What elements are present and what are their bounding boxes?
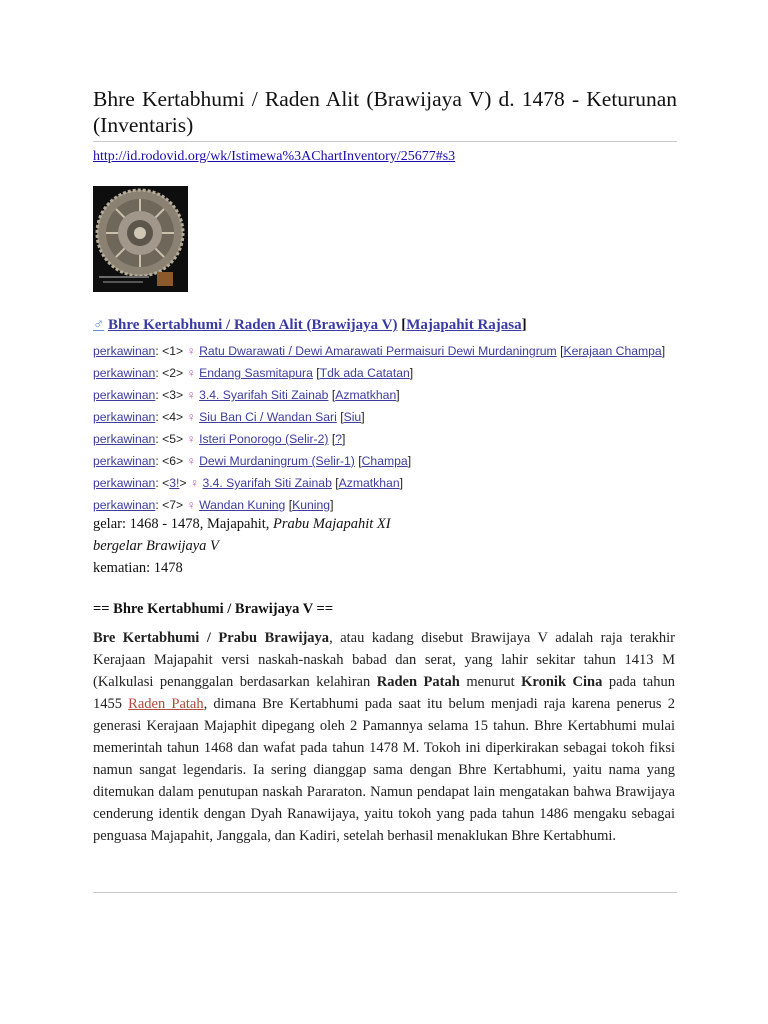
tag-link[interactable]: Kuning: [292, 498, 331, 512]
spouse-link[interactable]: Siu Ban Ci / Wandan Sari: [199, 410, 337, 424]
female-symbol-icon: ♀: [186, 388, 196, 402]
tag-link[interactable]: Champa: [361, 454, 408, 468]
section-heading: == Bhre Kertabhumi / Brawijaya V ==: [93, 601, 334, 617]
tag-link[interactable]: Azmatkhan: [335, 388, 397, 402]
list-item: perkawinan: <7> ♀ Wandan Kuning [Kuning]: [93, 498, 334, 512]
spouse-link[interactable]: Isteri Ponorogo (Selir-2): [199, 432, 329, 446]
title-fact: gelar: 1468 - 1478, Majapahit, Prabu Majapahit XI: [93, 516, 391, 532]
female-symbol-icon: ♀: [186, 454, 196, 468]
dynasty-link[interactable]: Majapahit Rajasa: [406, 317, 522, 333]
title-divider: [93, 141, 677, 142]
spouse-link[interactable]: Endang Sasmitapura: [199, 366, 313, 380]
biography-paragraph: Bre Kertabhumi / Prabu Brawijaya, atau kadang disebut Brawijaya V adalah raja terakhir Kerajaan Majapahit versi naskah-naskah babad dan serat, yang lahir sekitar tahun 1413 M (Kalkulasi penanggalan berdasarkan kelahiran Raden Patah menurut Kronik Cina pada tahun 1455 Raden Patah, dimana Bre Kertabhumi pada saat itu belum menjadi raja karena penerus 2 generasi Kerajaan Majaphit dipegang oleh 2 Pamannya selama 15 tahun. Bhre Kertabhumi mulai memerintah tahun 1468 dan wafat pada tahun 1478 M. Tokoh ini diperkirakan sebagai tokoh fiksi namun sangat legendaris. Ia sering dianggap sama dengan Bhre Kertabhumi, yaitu nama yang ditemukan dalam penutupan naskah Pararaton. Namun pendapat lain mengatakan bahwa Brawijaya cenderung identik dengan Dyah Ranawijaya, yaitu tokoh yang pada tahun 1486 mengaku sebagai penguasa Majapahit, Janggala, dan Kadiri, setelah berhasil menaklukan Bhre Kertabhumi.: [93, 630, 675, 844]
male-symbol-icon[interactable]: ♂: [93, 317, 105, 333]
list-item: perkawinan: <2> ♀ Endang Sasmitapura [Tdk ada Catatan]: [93, 366, 414, 380]
person-heading: ♂ Bhre Kertabhumi / Raden Alit (Brawijaya V) [Majapahit Rajasa]: [93, 317, 527, 333]
female-symbol-icon: ♀: [189, 476, 200, 490]
female-symbol-icon: ♀: [186, 366, 196, 380]
list-item: perkawinan: <3!> ♀ 3.4. Syarifah Siti Zainab [Azmatkhan]: [93, 476, 403, 490]
person-facts: [93, 513, 391, 579]
title-fact-continued: bergelar Brawijaya V: [93, 538, 219, 554]
tag-link[interactable]: Kerajaan Champa: [563, 344, 662, 358]
page-title: Bhre Kertabhumi / Raden Alit (Brawijaya V) d. 1478 - Keturunan (Inventaris): [93, 87, 677, 137]
spouse-link[interactable]: 3.4. Syarifah Siti Zainab: [202, 476, 332, 490]
female-symbol-icon: ♀: [186, 498, 196, 512]
list-item: perkawinan: <6> ♀ Dewi Murdaningrum (Selir-1) [Champa]: [93, 454, 412, 468]
tag-link[interactable]: ?: [335, 432, 342, 446]
female-symbol-icon: ♀: [186, 410, 196, 424]
tag-link[interactable]: Tdk ada Catatan: [319, 366, 410, 380]
spouse-link[interactable]: Wandan Kuning: [199, 498, 286, 512]
tag-link[interactable]: Azmatkhan: [338, 476, 400, 490]
spouse-link[interactable]: 3.4. Syarifah Siti Zainab: [199, 388, 329, 402]
repeat-marriage-link[interactable]: 3!: [169, 476, 180, 490]
spouse-link[interactable]: Dewi Murdaningrum (Selir-1): [199, 454, 355, 468]
female-symbol-icon: ♀: [186, 344, 196, 358]
person-name-link[interactable]: Bhre Kertabhumi / Raden Alit (Brawijaya V): [108, 317, 398, 333]
list-item: perkawinan: <5> ♀ Isteri Ponorogo (Selir-2) [?]: [93, 432, 346, 446]
source-url-link[interactable]: http://id.rodovid.org/wk/Istimewa%3AChartInventory/25677#s3: [93, 149, 456, 164]
tag-link[interactable]: Siu: [343, 410, 362, 424]
death-fact: kematian: 1478: [93, 560, 183, 576]
bottom-divider: [93, 892, 677, 893]
majapahit-surya-emblem-icon[interactable]: [93, 186, 188, 292]
female-symbol-icon: ♀: [186, 432, 196, 446]
list-item: perkawinan: <1> ♀ Ratu Dwarawati / Dewi Amarawati Permaisuri Dewi Murdaningrum [Kerajaan Champa]: [93, 344, 666, 358]
spouse-link[interactable]: Ratu Dwarawati / Dewi Amarawati Permaisuri Dewi Murdaningrum: [199, 344, 557, 358]
marriage-list: [93, 340, 665, 516]
raden-patah-link[interactable]: Raden Patah: [128, 696, 204, 712]
list-item: perkawinan: <4> ♀ Siu Ban Ci / Wandan Sari [Siu]: [93, 410, 365, 424]
list-item: perkawinan: <3> ♀ 3.4. Syarifah Siti Zainab [Azmatkhan]: [93, 388, 400, 402]
